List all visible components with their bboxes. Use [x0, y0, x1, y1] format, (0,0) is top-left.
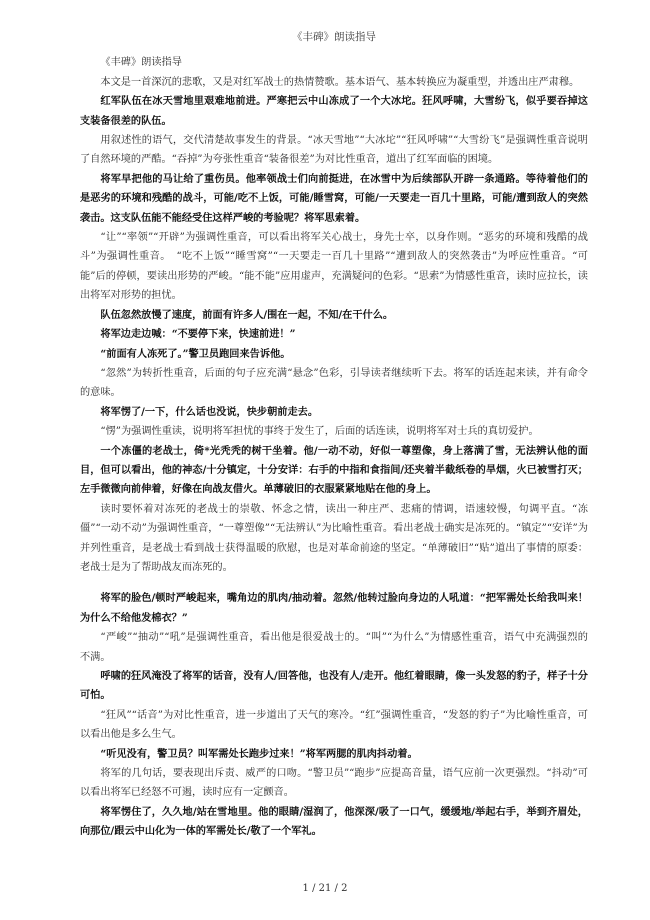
- text-excerpt-paragraph: 将军边走边喊：“不要停下来，快速前进！”: [100, 328, 296, 341]
- guidance-paragraph: “严峻”“抽动”“吼”是强调性重音，看出他是很爱战士的。“叫”“为什么”为情感性重音，语气中充满强烈的 不满。: [80, 632, 599, 663]
- text-excerpt-paragraph: 将军的脸色/顿时严峻起来，嘴角边的肌肉/抽动着。忽然/他转过脸向身边的人吼道：“把军需处长给我叫来！为什么不给他发棉衣？”: [80, 592, 588, 624]
- document-body: [80, 73, 599, 842]
- guidance-paragraph: “忽然”为转折性重音，后面的句子应充满“悬念”色彩，引导读者继续听下去。将军的话连起来读，并有命令的意味。: [80, 367, 588, 399]
- guidance-paragraph: 读时要怀着对冻死的老战士的崇敬、怀念之情，读出一种庄严、悲痛的情调，语速较慢，句调平直。“冻僵”“一动不动”为强调性重音，“一尊塑像”“无法辨认”为比喻性重音。看出老战士确实是冻死的。“镇定”“安详”为并列性重音，是老战士看到战士获得温暖的欣慰，也是对革命前途的坚定。“单薄破旧”“贴”道出了事情的原委：老战士是为了帮助战友而冻死的。: [80, 503, 588, 573]
- page-number: 1 / 21 / 2: [302, 882, 348, 894]
- page-header: 《丰碑》朗读指导: [292, 31, 376, 43]
- text-excerpt-paragraph: 红军队伍在冰天雪地里艰难地前进。严寒把云中山冻成了一个大冰坨。狂风呼啸，大雪纷飞，似乎要吞掉这支装备很差的队伍。: [80, 95, 588, 127]
- text-excerpt-paragraph: “听见没有，警卫员？叫军需处长跑步过来！”将军两腮的肌肉抖动着。: [100, 747, 418, 760]
- text-excerpt-paragraph: “前面有人冻死了。”警卫员跑回来告诉他。: [100, 347, 291, 360]
- guidance-paragraph: “狂风”“话音”为对比性重音，进一步道出了天气的寒冷。“红”强调性重音，“发怒的豹子”为比喻性重音，可以看出他是多么生气。: [80, 709, 588, 741]
- text-excerpt-paragraph: 将军愣了/一下，什么话也没说，快步朝前走去。: [100, 405, 319, 418]
- text-excerpt-paragraph: 将军愣住了，久久地/站在雪地里。他的眼睛/湿润了，他深深/吸了一口气，缓缓地/举起右手，举到齐眉处，向那位/跟云中山化为一体的军需处长/敬了一个军礼。: [80, 805, 588, 838]
- text-excerpt-paragraph: 呼啸的狂风淹没了将军的话音，没有人/回答他，也没有人/走开。他红着眼睛，像一头发怒的豹子，样子十分可怕。: [80, 670, 588, 702]
- guidance-paragraph: 将军的几句话，要表现出斥责、威严的口吻。“警卫员”“跑步”应提高音量，语气应前一次更强烈。“抖动”可以看出将军已经怒不可遏，读时应有一定颤音。: [80, 768, 588, 799]
- guidance-paragraph: 本文是一首深沉的悲歌，又是对红军战士的热情赞歌。基本语气、基本转换应为凝重型，并透出庄严肃穆。: [100, 76, 580, 88]
- paragraph-spacer: [80, 577, 588, 589]
- text-excerpt-paragraph: 一个冻僵的老战士，倚*光秃秃的树干坐着。他/一动不动，好似一尊塑像，身上落满了雪，无法辨认他的面目，但可以看出，他的神态/十分镇定，十分安详：右手的中指和食指间/还夹着半截纸卷的旱烟，火已被雪打灭；左手微微向前伸着，好像在向战友借火。单薄破旧的衣服紧紧地贴在他的身上。: [80, 444, 588, 496]
- text-excerpt-paragraph: 将军早把他的马让给了重伤员。他率领战士们向前挺进，在冰雪中为后续部队开辟一条通路。等待着他们的是恶劣的环境和残酷的战斗，可能/吃不上饭，可能/睡雪窝，可能/一天要走一百几十里路，可能/遭到敌人的突然袭击。这支队伍能不能经受住这样严峻的考验呢？将军思索着。: [80, 172, 588, 224]
- guidance-paragraph: “让”“率领”“开辟”为强调性重音，可以看出将军关心战士，身先士卒，以身作则。“恶劣的环境和残酷的战斗”为强调性重音。 “吃不上饭”“睡雪窝”“一天要走一百几十里路”“遭到敌人的突然袭击”为呼应性重音。“可能”后的停顿，要读出形势的严峻。“能不能”应用虚声，充满疑问的色彩。“思索”为情感性重音，读时应拉长，读出将军对形势的担忧。: [80, 232, 588, 302]
- document-title: 《丰碑》朗读指导: [100, 57, 182, 69]
- guidance-paragraph: 用叙述性的语气，交代清楚故事发生的背景。“冰天雪地”“大冰坨”“狂风呼啸”“大雪纷飞”是强调性重音说明了自然环境的严酷。“吞掉”为夸张性重音“装备很差”为对比性重音，道出了红军面临的困境。: [80, 135, 588, 166]
- guidance-paragraph: “愣”为强调性重读，说明将军担忧的事终于发生了，后面的话连读，说明将军对士兵的真切爱护。: [100, 426, 539, 438]
- text-excerpt-paragraph: 队伍忽然放慢了速度，前面有许多人/围在一起，不知/在干什么。: [100, 308, 394, 321]
